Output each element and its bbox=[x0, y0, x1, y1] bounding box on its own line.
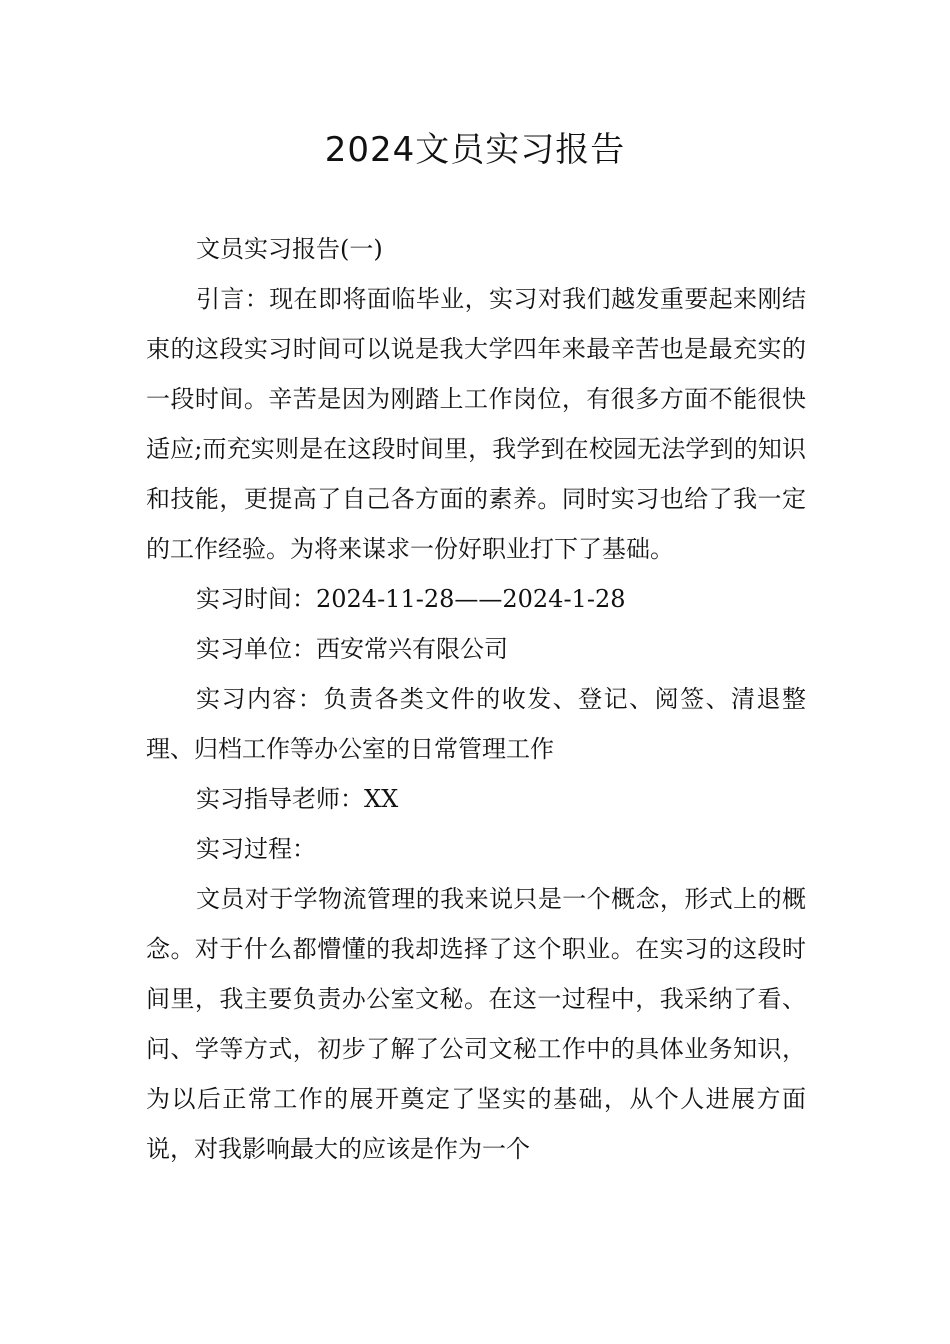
report-subtitle: 文员实习报告(一) bbox=[196, 235, 383, 263]
internship-company: 实习单位：西安常兴有限公司 bbox=[196, 635, 508, 663]
internship-duties: 实习内容：负责各类文件的收发、登记、阅签、清退整理、归档工作等办公室的日常管理工作 bbox=[146, 685, 806, 763]
introduction-paragraph: 引言：现在即将面临毕业，实习对我们越发重要起来刚结束的这段实习时间可以说是我大学四年来最辛苦也是最充实的一段时间。辛苦是因为刚踏上工作岗位，有很多方面不能很快适应;而充实则是在这段时间里，我学到在校园无法学到的知识和技能，更提高了自己各方面的素养。同时实习也给了我一定的工作经验。为将来谋求一份好职业打下了基础。 bbox=[146, 285, 806, 563]
internship-supervisor: 实习指导老师：XX bbox=[196, 785, 399, 813]
process-paragraph: 文员对于学物流管理的我来说只是一个概念，形式上的概念。对于什么都懵懂的我却选择了这个职业。在实习的这段时间里，我主要负责办公室文秘。在这一过程中，我采纳了看、问、学等方式，初步了解了公司文秘工作中的具体业务知识，为以后正常工作的展开奠定了坚实的基础，从个人进展方面说，对我影响最大的应该是作为一个 bbox=[146, 885, 806, 1163]
process-heading: 实习过程： bbox=[196, 835, 316, 863]
document-title: 2024文员实习报告 bbox=[324, 130, 626, 170]
document-body bbox=[146, 224, 806, 1174]
internship-period: 实习时间：2024-11-28——2024-1-28 bbox=[196, 585, 626, 613]
